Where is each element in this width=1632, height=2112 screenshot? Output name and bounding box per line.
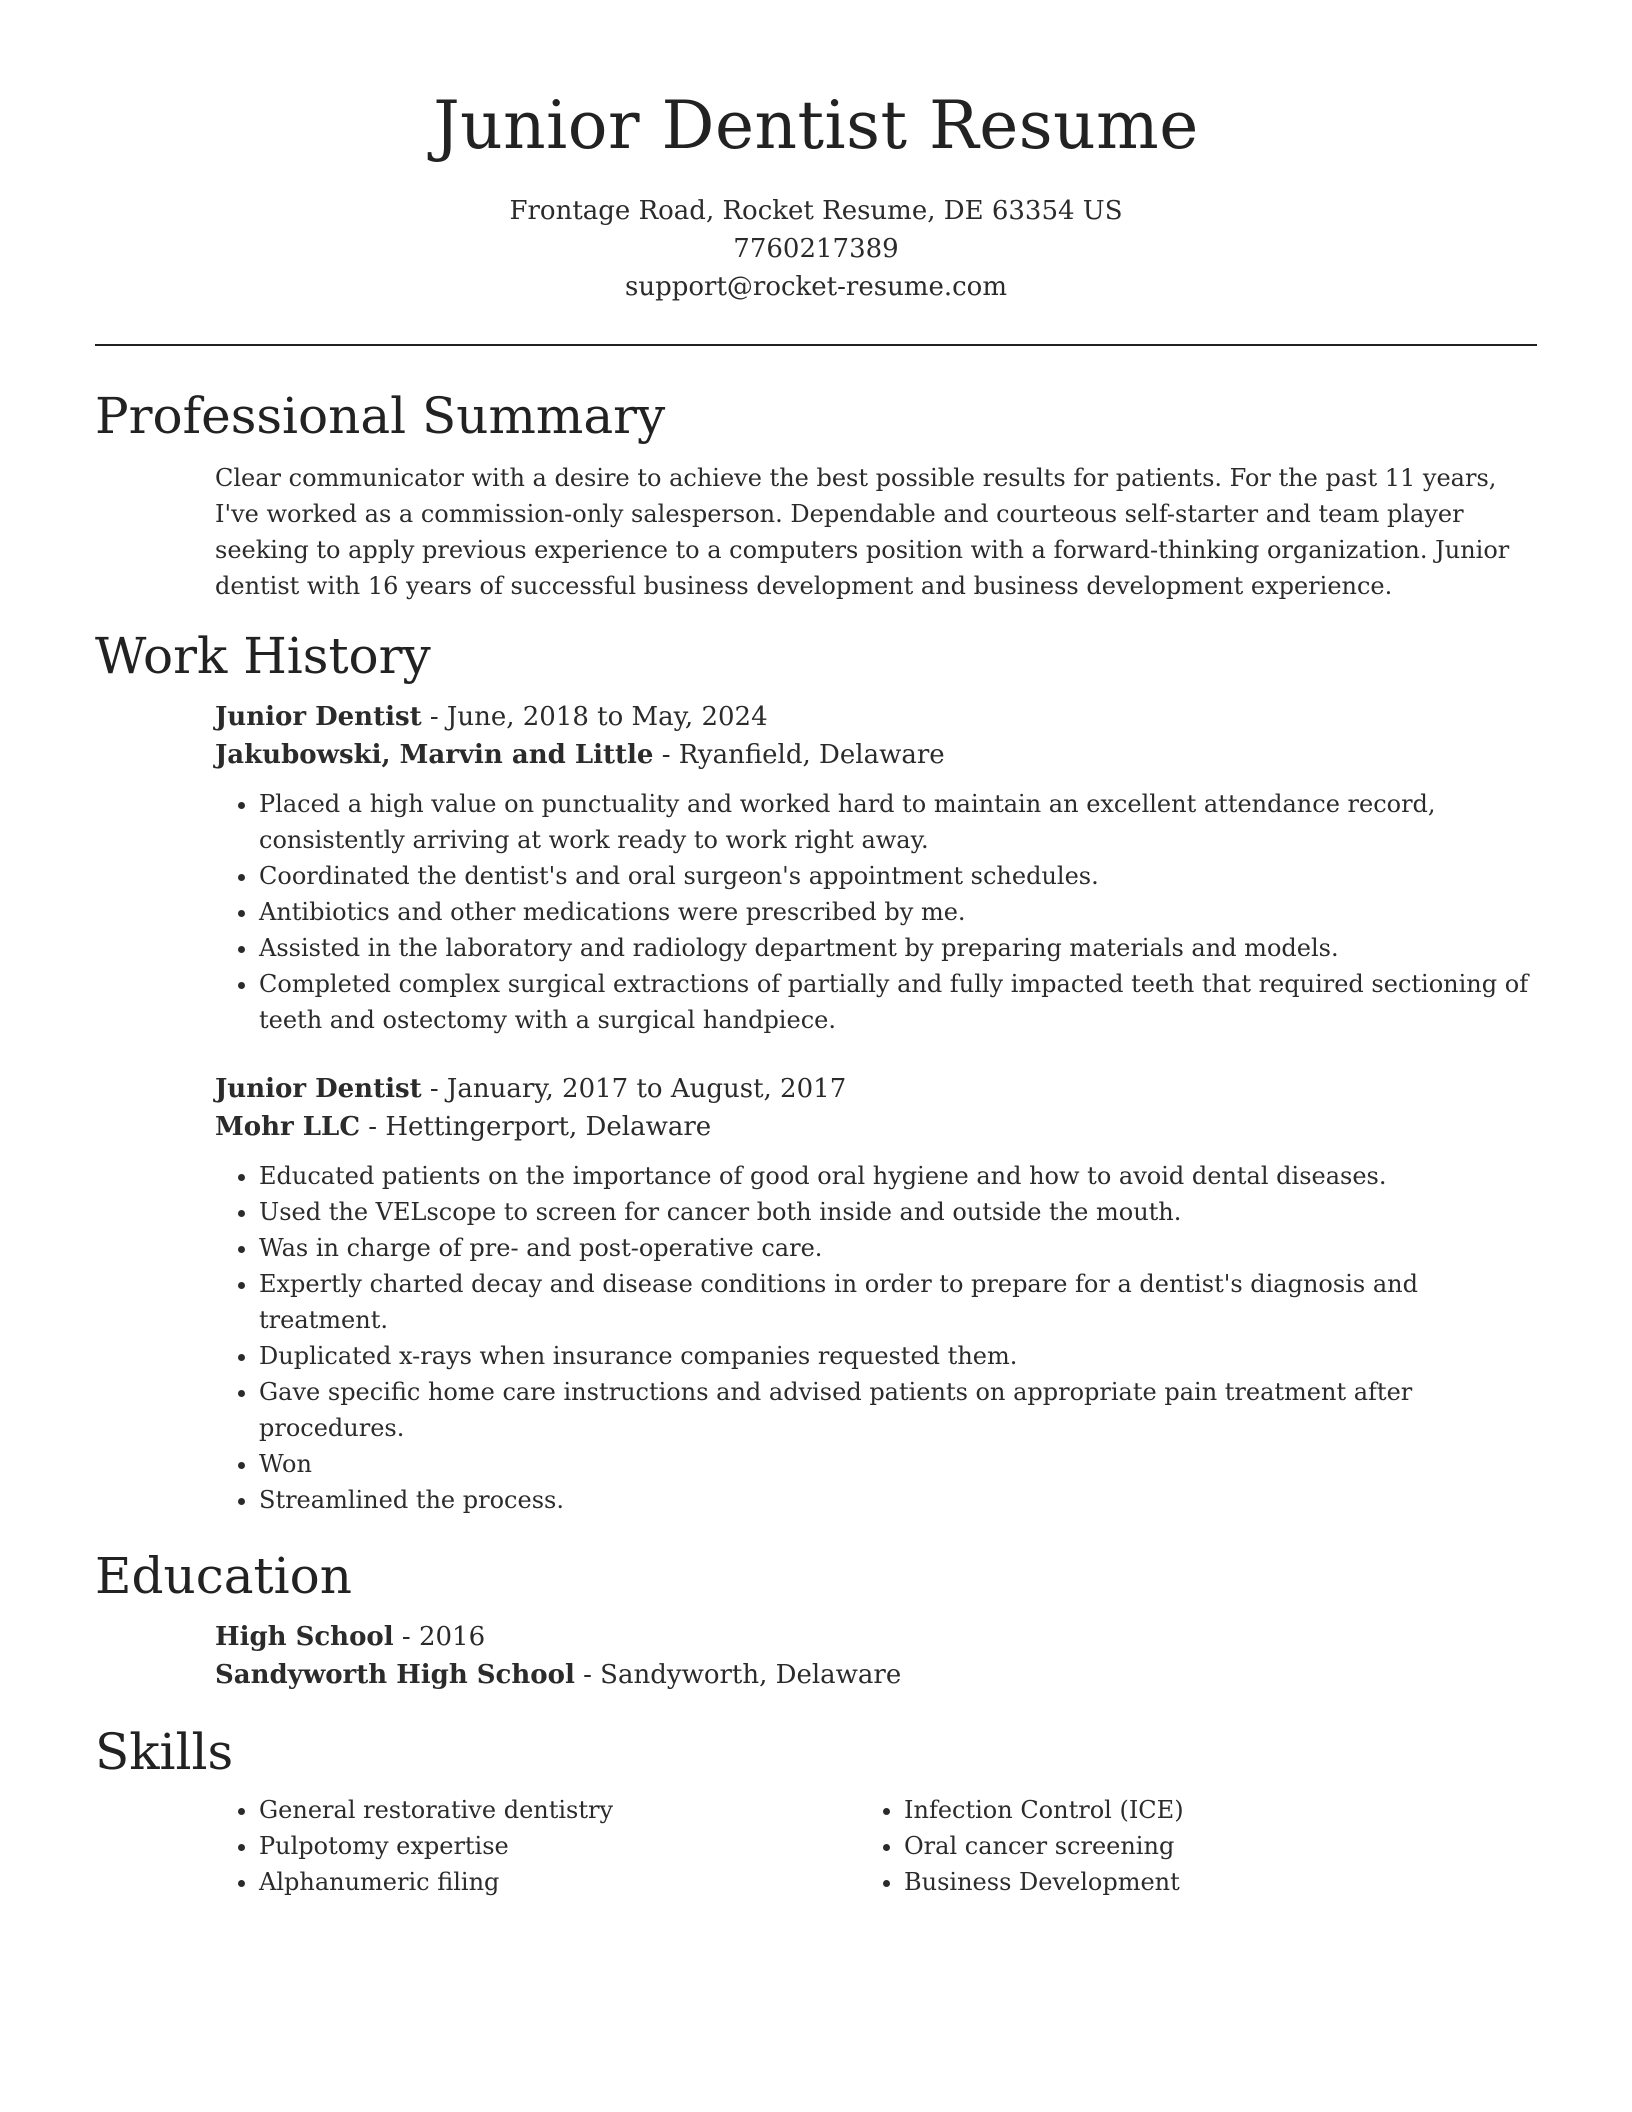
summary-text: Clear communicator with a desire to achieve the best possible results for patients. For the past 11 years, I've worked as a commission-only salesperson. Dependable and courteous self-starter and team player seeking to apply previous experience to a computers position with a forward-thinking organization. Junior dentist with 16 years of successful business development and business development experience. <box>215 464 1510 600</box>
list-item: • Pulpotomy expertise <box>259 1828 860 1864</box>
job-role: Junior Dentist <box>215 1074 422 1104</box>
skills-list <box>215 1792 860 1900</box>
job-bullets <box>215 786 1537 1038</box>
list-item: • Antibiotics and other medications were prescribed by me. <box>259 894 1537 930</box>
skills-column-left <box>215 1792 860 1900</box>
list-item: • Completed complex surgical extractions of partially and fully impacted teeth that required sectioning of teeth and ostectomy with a surgical handpiece. <box>259 966 1537 1038</box>
summary-heading: Professional Summary <box>95 387 666 445</box>
email: support@rocket-resume.com <box>624 272 1007 302</box>
list-item: • Educated patients on the importance of good oral hygiene and how to avoid dental diseases. <box>259 1158 1537 1194</box>
education-degree: High School <box>215 1622 394 1652</box>
header-divider <box>95 344 1537 346</box>
job-company: Jakubowski, Marvin and Little <box>215 740 654 770</box>
skills-heading: Skills <box>95 1723 234 1781</box>
education-degree-line <box>215 1618 1537 1656</box>
list-item: • Assisted in the laboratory and radiology department by preparing materials and models. <box>259 930 1537 966</box>
job-company-line <box>215 736 1537 774</box>
list-item: • Business Development <box>904 1864 1505 1900</box>
education-location: - Sandyworth, Delaware <box>574 1660 902 1690</box>
list-item: • Oral cancer screening <box>904 1828 1505 1864</box>
education-school-line <box>215 1656 1537 1694</box>
skills-grid <box>215 1792 1537 1900</box>
address: Frontage Road, Rocket Resume, DE 63354 US <box>509 196 1123 226</box>
skills-column-right <box>860 1792 1505 1900</box>
list-item: • Streamlined the process. <box>259 1482 1537 1518</box>
job-title-line <box>215 1070 1537 1108</box>
job-entry <box>215 698 1537 1038</box>
job-role: Junior Dentist <box>215 702 422 732</box>
list-item: • Gave specific home care instructions and advised patients on appropriate pain treatment after procedures. <box>259 1374 1537 1446</box>
job-company: Mohr LLC <box>215 1112 361 1142</box>
skills-list <box>860 1792 1505 1900</box>
list-item: • Won <box>259 1446 1537 1482</box>
list-item: • Used the VELscope to screen for cancer both inside and outside the mouth. <box>259 1194 1537 1230</box>
job-title-line <box>215 698 1537 736</box>
job-dates: - June, 2018 to May, 2024 <box>421 702 768 732</box>
list-item: • Expertly charted decay and disease conditions in order to prepare for a dentist's diagnosis and treatment. <box>259 1266 1537 1338</box>
list-item: • Coordinated the dentist's and oral surgeon's appointment schedules. <box>259 858 1537 894</box>
work-history-section <box>95 626 1537 1518</box>
education-heading: Education <box>95 1547 352 1605</box>
job-dates: - January, 2017 to August, 2017 <box>421 1074 847 1104</box>
contact-info <box>95 192 1537 306</box>
job-bullets <box>215 1158 1537 1518</box>
skills-section <box>95 1722 1537 1900</box>
list-item: • Placed a high value on punctuality and worked hard to maintain an excellent attendance record, consistently arriving at work ready to work right away. <box>259 786 1537 858</box>
education-school: Sandyworth High School <box>215 1660 575 1690</box>
education-year: - 2016 <box>393 1622 486 1652</box>
job-location: - Ryanfield, Delaware <box>653 740 945 770</box>
education-section <box>95 1546 1537 1694</box>
resume-title: Junior Dentist Resume <box>433 87 1199 164</box>
job-location: - Hettingerport, Delaware <box>360 1112 712 1142</box>
list-item: • Alphanumeric filing <box>259 1864 860 1900</box>
phone: 7760217389 <box>733 234 899 264</box>
list-item: • Was in charge of pre- and post-operative care. <box>259 1230 1537 1266</box>
job-company-line <box>215 1108 1537 1146</box>
list-item: • General restorative dentistry <box>259 1792 860 1828</box>
resume-header <box>95 0 1537 306</box>
work-history-heading: Work History <box>95 627 431 685</box>
summary-section <box>95 386 1537 604</box>
list-item: • Duplicated x-rays when insurance companies requested them. <box>259 1338 1537 1374</box>
job-entry <box>215 1070 1537 1518</box>
list-item: • Infection Control (ICE) <box>904 1792 1505 1828</box>
